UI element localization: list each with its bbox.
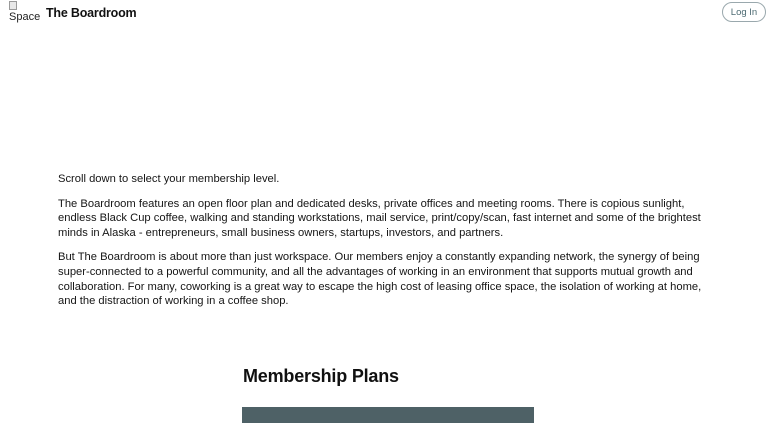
intro-paragraph: The Boardroom features an open floor plan and dedicated desks, private offices and meeting rooms. There is copious sunlight, endless Black Cup coffee, walking and standing workstations, mail service, print/copy/scan, fast internet and some of the brightest minds in Alaska - entrepreneurs, small business owners, startups, investors, and partners. [58,197,701,239]
logo-alt-text: Space [9,11,41,23]
intro-content [58,172,722,319]
logo-image[interactable] [9,0,39,24]
intro-paragraph: Scroll down to select your membership level. [58,173,280,185]
intro-paragraph: But The Boardroom is about more than just workspace. Our members enjoy a constantly expanding network, the synergy of being super-connected to a powerful community, and all the advantages of working in an environment that supports mutual growth and collaboration. For many, coworking is a great way to escape the high cost of leasing office space, the isolation of working at home, and the distraction of working in a coffee shop. [58,251,702,308]
brand-name[interactable]: The Boardroom [46,6,137,20]
login-button[interactable]: Log In [722,2,766,22]
membership-plan-card [242,407,534,423]
membership-plans-title: Membership Plans [243,366,399,386]
broken-image-icon [9,1,17,10]
